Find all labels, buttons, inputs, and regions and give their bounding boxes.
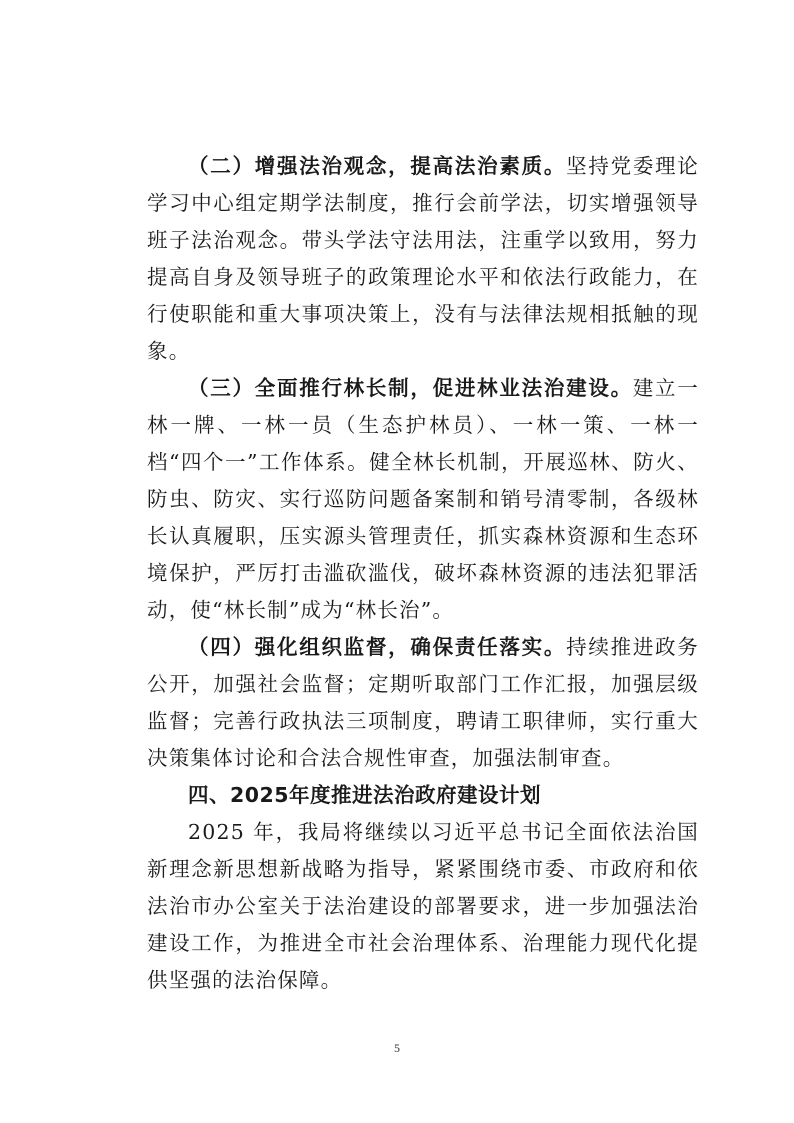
paragraph-section-three	[147, 370, 699, 629]
page-number: 5	[394, 1041, 400, 1055]
document-body	[147, 148, 699, 999]
section-three-body: 建立一林一牌、一林一员（生态护林员）、一林一策、一林一档“四个一”工作体系。健全林长机制，开展巡林、防火、防虫、防灾、实行巡防问题备案制和销号清零制，各级林长认真履职，压实源头管理责任，抓实森林资源和生态环境保护，严厉打击滥砍滥伐，破坏森林资源的违法犯罪活动，使“林长制”成为“林长治”。	[147, 376, 699, 622]
section-four-lead: （四）强化组织监督，确保责任落实。	[188, 635, 567, 659]
plan-heading: 四、2025年度推进法治政府建设计划	[188, 783, 542, 807]
section-three-lead: （三）全面推行林长制，促进林业法治建设。	[188, 376, 633, 400]
paragraph-section-four	[147, 629, 699, 777]
section-four-body: 持续推进政务公开，加强社会监督；定期听取部门工作汇报，加强层级监督；完善行政执法三项制度，聘请工职律师，实行重大决策集体讨论和合法合规性审查，加强法制审查。	[147, 635, 699, 770]
section-two-body: 坚持党委理论学习中心组定期学法制度，推行会前学法，切实增强领导班子法治观念。带头学法守法用法，注重学以致用，努力提高自身及领导班子的政策理论水平和依法行政能力，在行使职能和重大事项决策上，没有与法律法规相抵触的现象。	[147, 154, 699, 363]
paragraph-plan: 2025 年，我局将继续以习近平总书记全面依法治国新理念新思想新战略为指导，紧紧围绕市委、市政府和依法治市办公室关于法治建设的部署要求，进一步加强法治建设工作，为推进全市社会治理体系、治理能力现代化提供坚强的法治保障。	[147, 820, 699, 992]
paragraph-section-two	[147, 148, 699, 370]
section-two-lead: （二）增强法治观念，提高法治素质。	[188, 154, 567, 178]
